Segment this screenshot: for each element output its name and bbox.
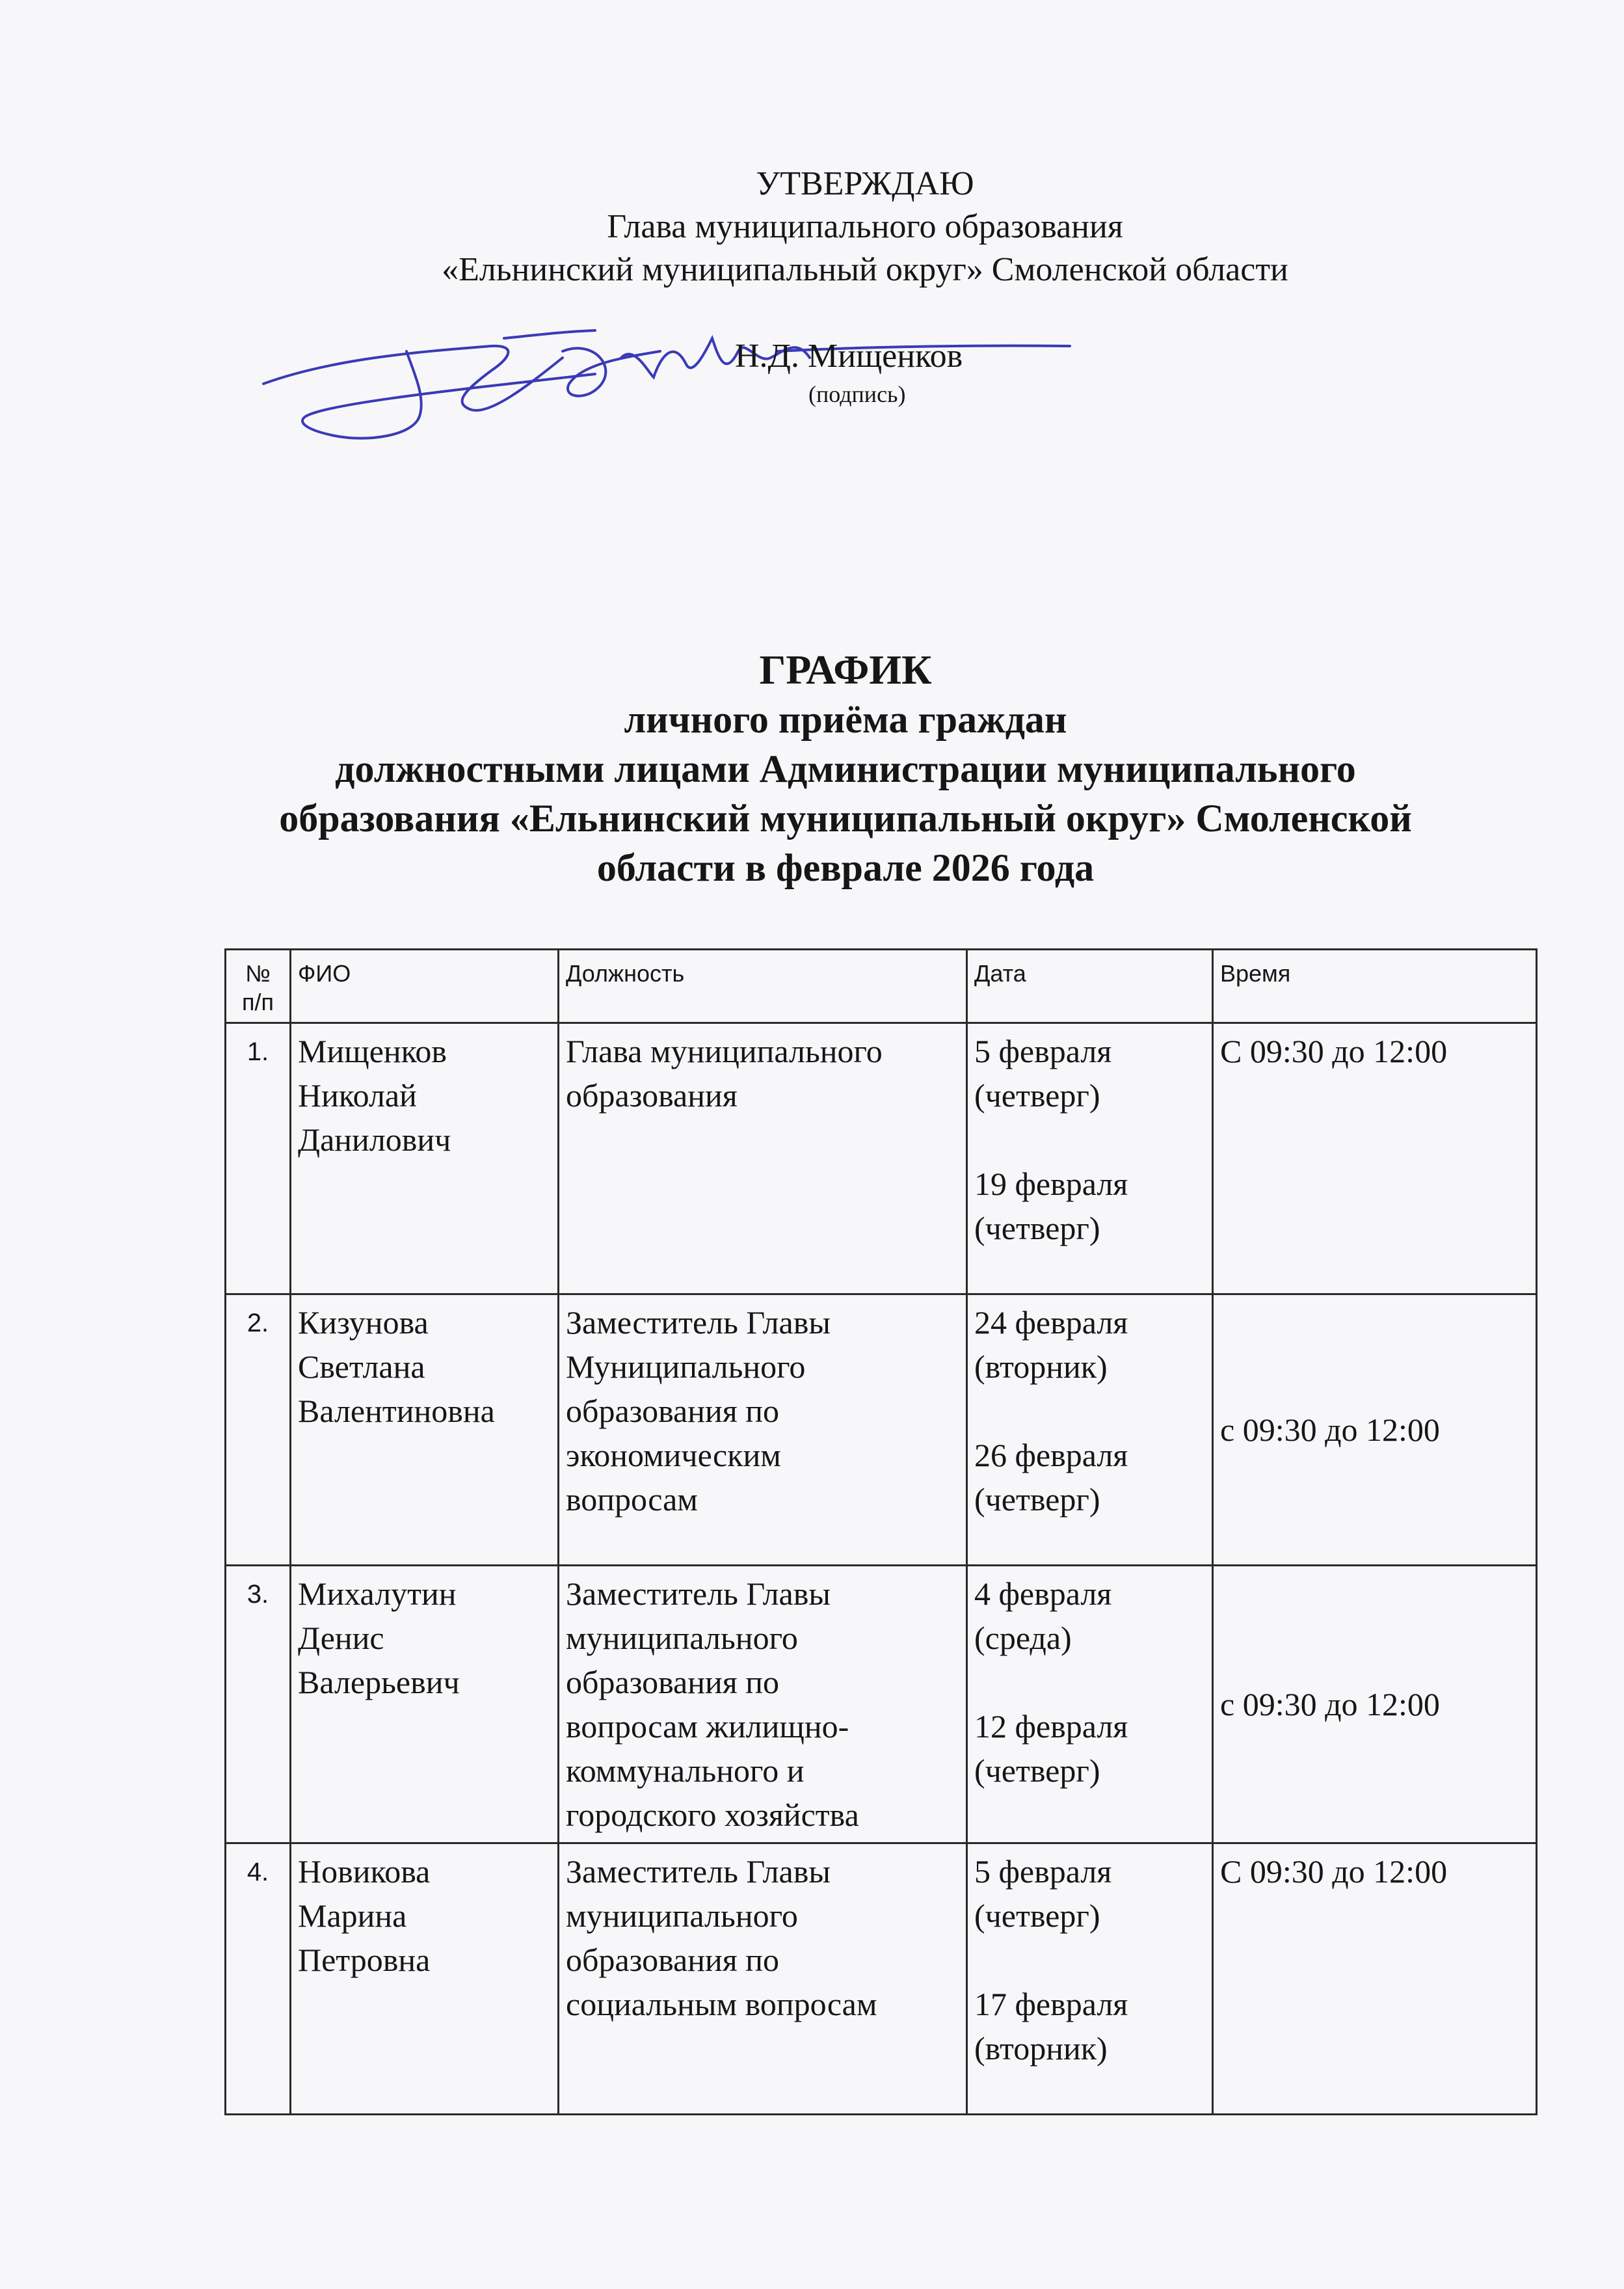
- position-line: образования по: [566, 1393, 780, 1429]
- date-weekday: (вторник): [974, 2030, 1108, 2067]
- position-line: экономическим: [566, 1437, 781, 1473]
- date-day: 26 февраля: [974, 1437, 1128, 1473]
- row-number: 2.: [226, 1294, 291, 1566]
- date-weekday: (четверг): [974, 1481, 1100, 1518]
- position-line: Муниципального: [566, 1348, 806, 1385]
- header-number: [226, 950, 291, 1023]
- position-line: Заместитель Главы: [566, 1853, 831, 1890]
- title-line2: должностными лицами Администрации муниципального: [335, 747, 1356, 790]
- date-day: 12 февраля: [974, 1708, 1128, 1745]
- title-line4: области в феврале 2026 года: [596, 846, 1095, 889]
- date-day: 5 февраля: [974, 1033, 1112, 1069]
- date-day: 24 февраля: [974, 1304, 1128, 1341]
- approve-word: УТВЕРЖДАЮ: [756, 165, 974, 202]
- row-dates: [967, 1023, 1213, 1294]
- row-time: С 09:30 до 12:00: [1213, 1843, 1537, 2115]
- header-position: Должность: [559, 950, 967, 1023]
- row-fio: [291, 1294, 559, 1566]
- row-number: 1.: [226, 1023, 291, 1294]
- position-line: образования: [566, 1077, 738, 1114]
- fio-patronymic: Петровна: [298, 1942, 431, 1978]
- approver-position-line1: Глава муниципального образования: [607, 208, 1123, 245]
- approver-position-line2: «Ельнинский муниципальный округ» Смоленской области: [442, 251, 1288, 288]
- handwritten-signature: [257, 312, 1076, 442]
- position-line: коммунального и: [566, 1752, 805, 1789]
- header-time: Время: [1213, 950, 1537, 1023]
- date-day: 17 февраля: [974, 1986, 1128, 2022]
- date-weekday: (вторник): [974, 1348, 1108, 1385]
- fio-patronymic: Валентиновна: [298, 1393, 495, 1429]
- document-title: [202, 645, 1489, 892]
- header-number-line1: №: [245, 960, 271, 987]
- position-line: образования по: [566, 1942, 780, 1978]
- position-line: социальным вопросам: [566, 1986, 877, 2022]
- row-position: [559, 1843, 967, 2115]
- position-line: муниципального: [566, 1620, 798, 1656]
- table-row: [226, 1566, 1537, 1843]
- row-fio: [291, 1566, 559, 1843]
- row-dates: [967, 1843, 1213, 2115]
- position-line: образования по: [566, 1664, 780, 1700]
- date-weekday: (четверг): [974, 1077, 1100, 1114]
- row-dates: [967, 1566, 1213, 1843]
- date-weekday: (среда): [974, 1620, 1072, 1656]
- position-line: вопросам: [566, 1481, 698, 1518]
- date-weekday: (четверг): [974, 1897, 1100, 1934]
- fio-first-name: Николай: [298, 1077, 417, 1114]
- schedule-table: [224, 948, 1537, 2115]
- fio-first-name: Светлана: [298, 1348, 425, 1385]
- position-line: Заместитель Главы: [566, 1575, 831, 1612]
- fio-patronymic: Данилович: [298, 1121, 451, 1158]
- date-day: 4 февраля: [974, 1575, 1112, 1612]
- fio-surname: Мищенков: [298, 1033, 447, 1069]
- position-line: вопросам жилищно-: [566, 1708, 849, 1745]
- row-position: [559, 1023, 967, 1294]
- header-date: Дата: [967, 950, 1213, 1023]
- position-line: Глава муниципального: [566, 1033, 883, 1069]
- row-fio: [291, 1023, 559, 1294]
- date-weekday: (четверг): [974, 1210, 1100, 1246]
- fio-surname: Кизунова: [298, 1304, 429, 1341]
- table-row: [226, 1294, 1537, 1566]
- row-time: С 09:30 до 12:00: [1213, 1023, 1537, 1294]
- position-line: городского хозяйства: [566, 1797, 859, 1833]
- row-position: [559, 1566, 967, 1843]
- date-day: 5 февраля: [974, 1853, 1112, 1890]
- fio-surname: Михалутин: [298, 1575, 457, 1612]
- fio-surname: Новикова: [298, 1853, 431, 1890]
- signer-name: Н.Д. Мищенков: [735, 338, 963, 375]
- row-time: с 09:30 до 12:00: [1213, 1566, 1537, 1843]
- row-position: [559, 1294, 967, 1566]
- title-line3: образования «Ельнинский муниципальный округ» Смоленской: [279, 797, 1412, 840]
- table-row: [226, 1023, 1537, 1294]
- position-line: Заместитель Главы: [566, 1304, 831, 1341]
- title-main: ГРАФИК: [759, 647, 932, 693]
- date-day: 19 февраля: [974, 1166, 1128, 1202]
- header-number-line2: п/п: [242, 989, 274, 1015]
- row-number: 4.: [226, 1843, 291, 2115]
- row-number: 3.: [226, 1566, 291, 1843]
- title-line1: личного приёма граждан: [624, 698, 1067, 741]
- date-weekday: (четверг): [974, 1752, 1100, 1789]
- header-fio: ФИО: [291, 950, 559, 1023]
- row-time: с 09:30 до 12:00: [1213, 1294, 1537, 1566]
- fio-first-name: Денис: [298, 1620, 384, 1656]
- row-dates: [967, 1294, 1213, 1566]
- signature-caption: (подпись): [808, 381, 906, 407]
- position-line: муниципального: [566, 1897, 798, 1934]
- table-row: [226, 1843, 1537, 2115]
- table-header-row: [226, 950, 1537, 1023]
- approval-block: [0, 163, 1624, 291]
- row-fio: [291, 1843, 559, 2115]
- fio-first-name: Марина: [298, 1897, 407, 1934]
- fio-patronymic: Валерьевич: [298, 1664, 460, 1700]
